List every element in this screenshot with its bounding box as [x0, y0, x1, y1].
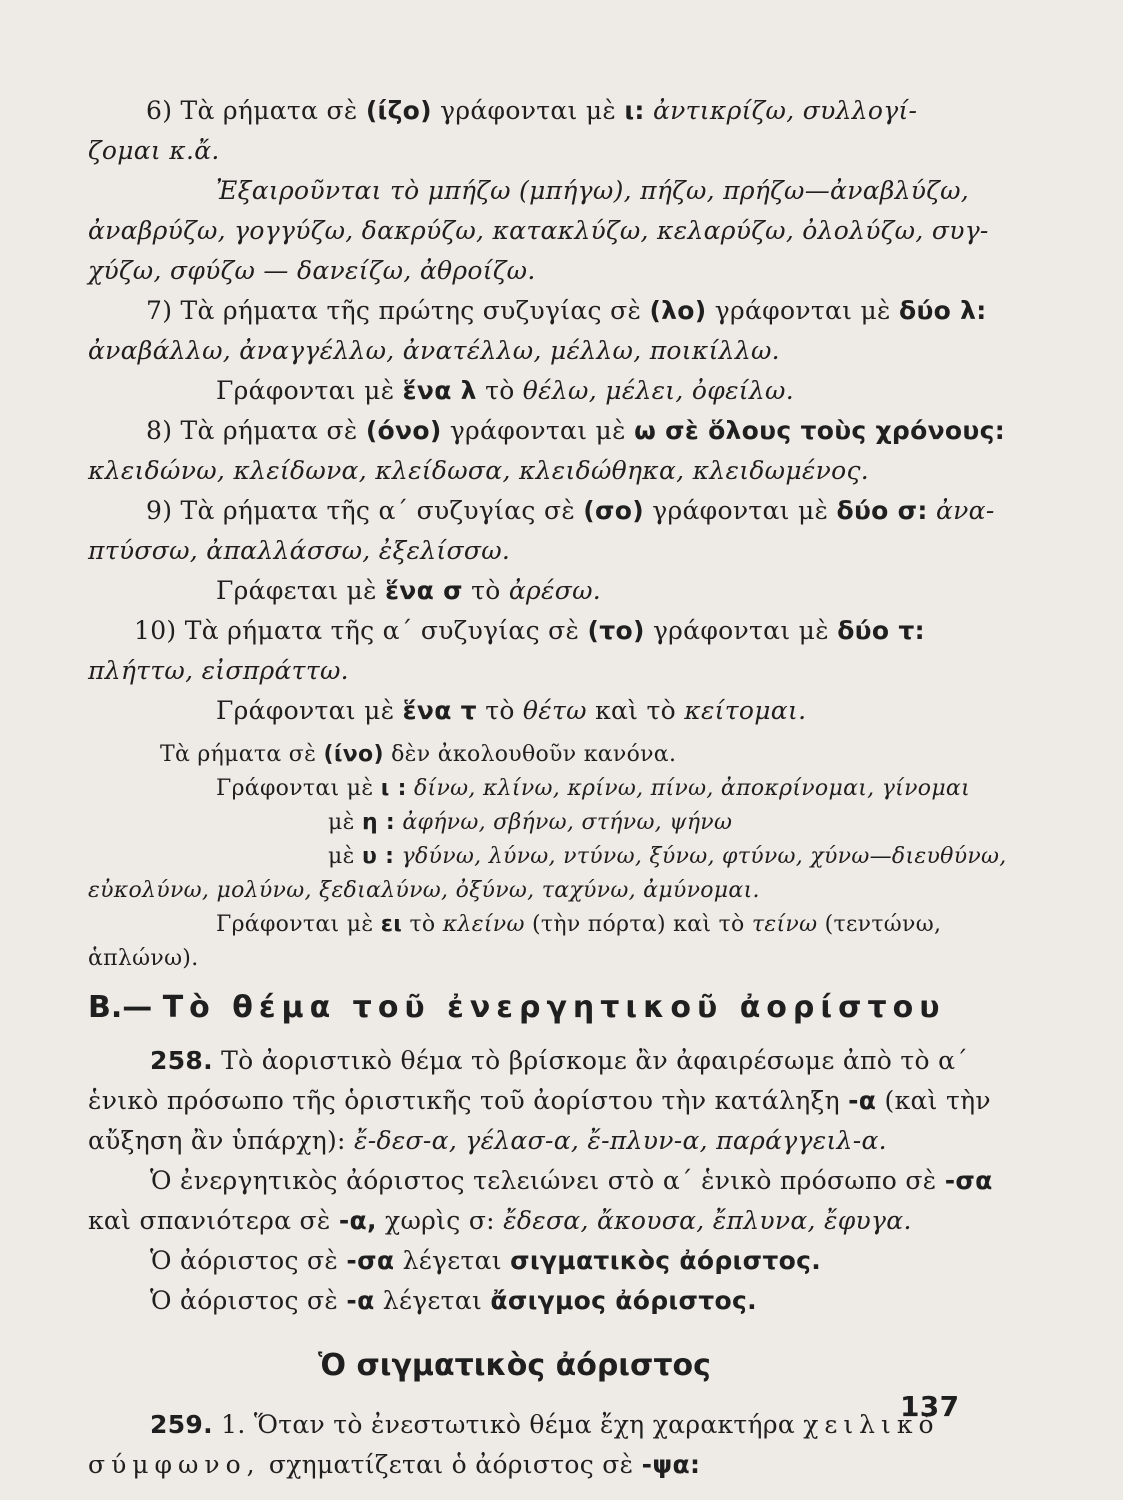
para-258-sigmatic-def: Ὁ ἀόριστος σὲ -σα λέγεται σιγματικὸς ἀόριστος. [150, 1246, 821, 1275]
para-258-line-1: 258. Τὸ ἀοριστικὸ θέμα τὸ βρίσκομε ἂν ἀφαιρέσωμε ἀπὸ τὸ α΄ [150, 1046, 969, 1075]
rule-9-line-2: πτύσσω, ἀπαλλάσσω, ἐξελίσσω. [88, 536, 511, 565]
rule-9-line-1: 9) Τὰ ρήματα τῆς α΄ συζυγίας σὲ (σο) γράφονται μὲ δύο σ: ἀνα- [146, 496, 995, 525]
ino-row-eta: μὲ η : ἀφήνω, σβήνω, στήνω, ψήνω [328, 810, 733, 835]
rule-7-line-2: ἀναβάλλω, ἀναγγέλλω, ἀνατέλλω, μέλλω, ποικίλλω. [88, 336, 780, 365]
rule-10-line-1: 10) Τὰ ρήματα τῆς α΄ συζυγίας σὲ (το) γράφονται μὲ δύο τ: [134, 616, 925, 645]
rule-7-line-1: 7) Τὰ ρήματα τῆς πρώτης συζυγίας σὲ (λο) γράφονται μὲ δύο λ: [146, 296, 987, 325]
para-259-line-2: σύμφωνο, σχηματίζεται ὁ ἀόριστος σὲ -ψα: [88, 1450, 701, 1479]
para-258-asigmatic-def: Ὁ ἀόριστος σὲ -α λέγεται ἄσιγμος ἀόριστος. [150, 1286, 757, 1315]
ino-intro: Τὰ ρήματα σὲ (ίνο) δὲν ἀκολουθοῦν κανόνα. [160, 742, 677, 767]
para-258-line-2: ἑνικὸ πρόσωπο τῆς ὁριστικῆς τοῦ ἀορίστου τὴν κατάληξη -α (καὶ τὴν [88, 1086, 991, 1115]
para-258-line-3: αὔξηση ἂν ὑπάρχη): ἔ-δεσ-α, γέλασ-α, ἔ-πλυν-α, παράγγειλ-α. [88, 1126, 887, 1155]
page-number: 137 [900, 1390, 960, 1423]
ino-row-iota: Γράφονται μὲ ι : δίνω, κλίνω, κρίνω, πίνω, ἀποκρίνομαι, γίνομαι [216, 776, 971, 801]
rule-6-exceptions-3: χύζω, σφύζω — δανείζω, ἀθροίζω. [88, 256, 536, 285]
ino-row-ei-cont: ἁπλώνω). [88, 946, 199, 971]
rule-8-line-2: κλειδώνω, κλείδωνα, κλείδωσα, κλειδώθηκα, κλειδωμένος. [88, 456, 870, 485]
para-258-line-4: Ὁ ἐνεργητικὸς ἀόριστος τελειώνει στὸ α΄ ἑνικὸ πρόσωπο σὲ -σα [150, 1166, 993, 1195]
rule-7-note: Γράφονται μὲ ἕνα λ τὸ θέλω, μέλει, ὀφείλω. [216, 376, 794, 405]
rule-6-exceptions-1: Ἐξαιροῦνται τὸ μπήζω (μπήγω), πήζω, πρήζω—ἀναβλύζω, [216, 176, 970, 205]
rule-6-line-1: 6) Τὰ ρήματα σὲ (ίζο) γράφονται μὲ ι: ἀντικρίζω, συλλογί- [146, 96, 918, 125]
rule-9-note: Γράφεται μὲ ἕνα σ τὸ ἀρέσω. [216, 576, 602, 605]
rule-6-line-2: ζομαι κ.ἄ. [88, 136, 220, 165]
ino-row-upsilon-cont: εὐκολύνω, μολύνω, ξεδιαλύνω, ὀξύνω, ταχύνω, ἀμύνομαι. [88, 878, 760, 903]
section-b-heading: Β.— Τὸ θέμα τοῦ ἐνεργητικοῦ ἀορίστου [88, 990, 946, 1025]
rule-8-line-1: 8) Τὰ ρήματα σὲ (όνο) γράφονται μὲ ω σὲ ὅλους τοὺς χρόνους: [146, 416, 1005, 445]
para-259-line-1: 259. 1. Ὅταν τὸ ἐνεστωτικὸ θέμα ἔχη χαρακτήρα χειλικὸ [150, 1410, 940, 1439]
sigmatic-aorist-heading: Ὁ σιγματικὸς ἀόριστος [318, 1348, 711, 1383]
rule-10-line-2: πλήττω, εἰσπράττω. [88, 656, 349, 685]
rule-10-note: Γράφονται μὲ ἕνα τ τὸ θέτω καὶ τὸ κείτομαι. [216, 696, 807, 725]
ino-row-ei: Γράφονται μὲ ει τὸ κλείνω (τὴν πόρτα) καὶ τὸ τείνω (τεντώνω, [216, 912, 942, 937]
ino-row-upsilon: μὲ υ : γδύνω, λύνω, ντύνω, ξύνω, φτύνω, χύνω—διευθύνω, [328, 844, 1007, 869]
para-258-line-5: καὶ σπανιότερα σὲ -α, χωρὶς σ: ἔδεσα, ἄκουσα, ἔπλυνα, ἔφυγα. [88, 1206, 912, 1235]
rule-6-exceptions-2: ἀναβρύζω, γογγύζω, δακρύζω, κατακλύζω, κελαρύζω, ὀλολύζω, συγ- [88, 216, 989, 245]
